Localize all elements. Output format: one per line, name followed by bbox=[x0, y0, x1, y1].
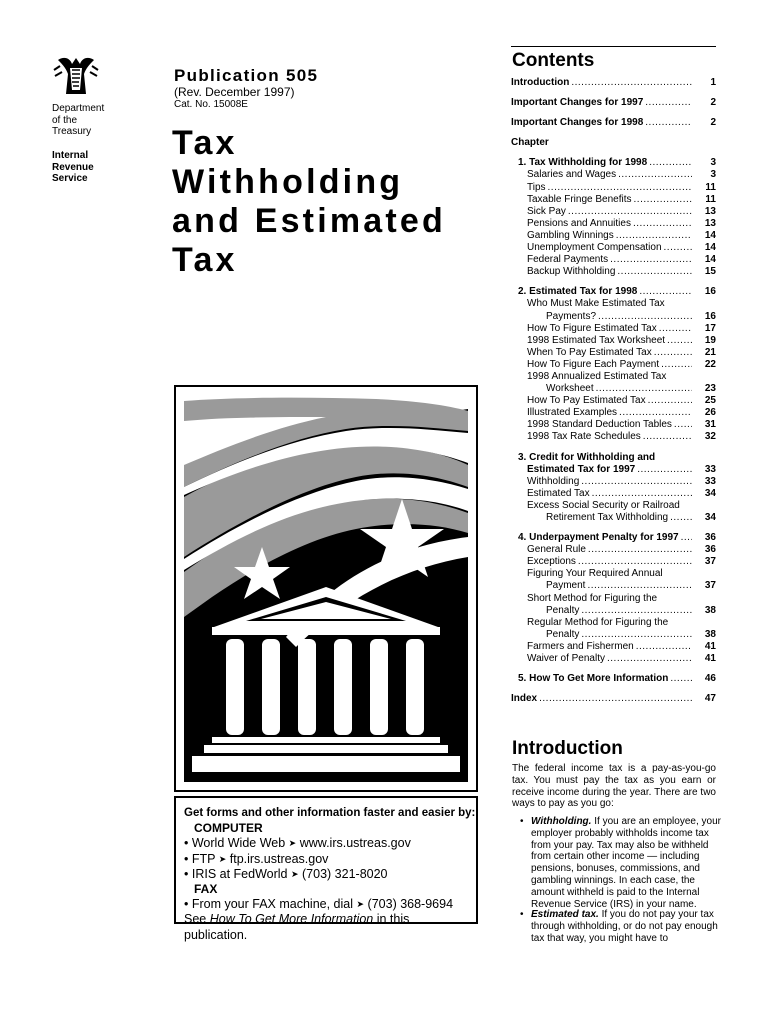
toc-entry[interactable] bbox=[511, 206, 716, 218]
title-line: Tax bbox=[172, 124, 238, 162]
publication-number: Publication 505 bbox=[174, 66, 319, 85]
toc-label: 1998 Tax Rate Schedules bbox=[527, 431, 641, 443]
department-of-treasury-text bbox=[52, 103, 142, 138]
bullet-text: If you are an employee, your employer probably withholds income tax from your pay. Tax may also be withheld from certain other income — including pensions, bonuses, commissions, and gambling winnings. In each case, the amount withheld is paid to the Internal Revenue Service (IRS) in your name. bbox=[531, 816, 721, 910]
toc-entry-line1[interactable] bbox=[511, 371, 716, 383]
toc-page: 22 bbox=[704, 358, 716, 370]
irs-name-text bbox=[52, 150, 142, 185]
arrow-right-icon: ➤ bbox=[218, 853, 227, 864]
ftp-prefix: • FTP bbox=[184, 851, 216, 866]
www-prefix: • World Wide Web bbox=[184, 836, 286, 851]
toc-page: 23 bbox=[704, 383, 716, 395]
toc-chapter-5[interactable] bbox=[511, 673, 716, 685]
toc-page: 16 bbox=[704, 310, 716, 322]
toc-entry[interactable] bbox=[511, 323, 716, 335]
flag-and-building-icon bbox=[176, 387, 476, 790]
toc-page: 46 bbox=[704, 673, 716, 685]
toc-chapter-3[interactable] bbox=[511, 464, 716, 476]
toc-label: Unemployment Compensation bbox=[527, 242, 662, 254]
ftp-link[interactable]: ftp.irs.ustreas.gov bbox=[229, 851, 329, 866]
toc-label: Illustrated Examples bbox=[527, 407, 618, 419]
bullet-lead: Withholding. bbox=[531, 816, 592, 827]
toc-label: 1998 Annualized Estimated Tax bbox=[527, 370, 667, 382]
toc-label: 5. How To Get More Information bbox=[518, 673, 669, 685]
computer-label: COMPUTER bbox=[194, 821, 263, 836]
toc-entry[interactable] bbox=[511, 347, 716, 359]
catalog-number: Cat. No. 15008E bbox=[174, 99, 248, 110]
arrow-right-icon: ➤ bbox=[290, 868, 299, 879]
toc-page: 33 bbox=[704, 463, 716, 475]
toc-entry[interactable] bbox=[511, 383, 716, 395]
toc-entry[interactable] bbox=[511, 653, 716, 665]
toc-label: Gambling Winnings bbox=[527, 229, 614, 241]
toc-page: 37 bbox=[704, 556, 716, 568]
see-link: How To Get More Information bbox=[209, 912, 374, 927]
toc-page: 11 bbox=[705, 193, 716, 205]
iris-line bbox=[184, 867, 476, 882]
toc-entry[interactable] bbox=[511, 230, 716, 242]
toc-label: Short Method for Figuring the bbox=[527, 592, 658, 604]
bullet-estimated-tax bbox=[520, 909, 721, 944]
toc-entry[interactable] bbox=[511, 242, 716, 254]
toc-entry[interactable] bbox=[511, 419, 716, 431]
dept-line: Department bbox=[52, 103, 105, 114]
toc-entry[interactable] bbox=[511, 169, 716, 181]
toc-label: Retirement Tax Withholding bbox=[546, 512, 669, 523]
toc-entry[interactable] bbox=[511, 629, 716, 641]
toc-page: 13 bbox=[704, 205, 716, 217]
toc-entry-line1[interactable] bbox=[511, 500, 716, 512]
toc-page: 25 bbox=[704, 395, 716, 407]
irs-line: Internal bbox=[52, 150, 89, 161]
toc-label: How To Pay Estimated Tax bbox=[527, 395, 646, 407]
introduction-heading: Introduction bbox=[512, 738, 623, 759]
toc-entry-line1[interactable] bbox=[511, 593, 716, 605]
introduction-paragraph: The federal income tax is a pay-as-you-go tax. You must pay the tax as you earn or receive income during the year. There are two ways to pay as you go: bbox=[512, 763, 716, 810]
toc-entry[interactable] bbox=[511, 476, 716, 488]
toc-label: Who Must Make Estimated Tax bbox=[527, 298, 665, 310]
chapter-label-text: Chapter bbox=[511, 137, 549, 149]
toc-page: 21 bbox=[704, 346, 716, 358]
toc-label: General Rule bbox=[527, 544, 586, 556]
toc-entry[interactable] bbox=[511, 266, 716, 278]
toc-label: Pensions and Annuities bbox=[527, 217, 631, 229]
toc-entry[interactable] bbox=[511, 605, 716, 617]
bullet-dot-icon: • bbox=[520, 816, 524, 827]
toc-label: Waiver of Penalty bbox=[527, 653, 605, 665]
see-line bbox=[184, 912, 476, 942]
toc-chapter-1[interactable] bbox=[511, 157, 716, 169]
toc-entry[interactable] bbox=[511, 218, 716, 230]
toc-page: 34 bbox=[704, 512, 716, 523]
fax-number: (703) 368-9694 bbox=[367, 897, 454, 912]
toc-entry[interactable] bbox=[511, 194, 716, 206]
toc-page: 33 bbox=[704, 475, 716, 487]
toc-label: When To Pay Estimated Tax bbox=[527, 346, 652, 358]
toc-index[interactable] bbox=[511, 693, 716, 705]
title-line: and Estimated bbox=[172, 202, 446, 240]
fax-label: FAX bbox=[194, 882, 218, 897]
toc-page: 14 bbox=[704, 229, 716, 241]
www-link[interactable]: www.irs.ustreas.gov bbox=[299, 836, 411, 851]
fax-line bbox=[184, 897, 476, 912]
toc-page: 36 bbox=[704, 532, 716, 544]
toc-label: Federal Payments bbox=[527, 254, 609, 266]
toc-label: Introduction bbox=[511, 77, 570, 88]
ftp-line bbox=[184, 852, 476, 867]
contents-top-rule bbox=[511, 46, 716, 47]
toc-label: 1998 Standard Deduction Tables bbox=[527, 419, 672, 431]
publication-title bbox=[172, 124, 492, 280]
toc-entry[interactable] bbox=[511, 395, 716, 407]
toc-label: Estimated Tax bbox=[527, 487, 590, 499]
toc-label: Worksheet bbox=[546, 383, 594, 395]
see-post: in this publication. bbox=[184, 912, 410, 942]
toc-page: 37 bbox=[704, 580, 716, 592]
bullet-text: If you do not pay your tax through withholding, or do not pay enough tax that way, you might have to bbox=[531, 909, 718, 944]
toc-page: 32 bbox=[704, 431, 716, 443]
toc-entry[interactable] bbox=[511, 97, 716, 109]
toc-page: 14 bbox=[704, 254, 716, 266]
toc-label: Estimated Tax for 1997 bbox=[527, 463, 636, 475]
table-of-contents bbox=[511, 77, 716, 705]
toc-label: 4. Underpayment Penalty for 1997 bbox=[518, 532, 679, 544]
toc-entry-line1[interactable] bbox=[511, 617, 716, 629]
toc-label: 2. Estimated Tax for 1998 bbox=[518, 286, 638, 298]
toc-page: 34 bbox=[704, 487, 716, 499]
toc-page: 19 bbox=[704, 334, 716, 346]
toc-entry[interactable] bbox=[511, 556, 716, 568]
toc-label: Backup Withholding bbox=[527, 266, 616, 278]
toc-page: 2 bbox=[710, 97, 716, 109]
toc-label: How To Figure Estimated Tax bbox=[527, 322, 657, 334]
get-forms-info-box bbox=[174, 796, 478, 942]
toc-entry[interactable] bbox=[511, 117, 716, 129]
toc-entry[interactable] bbox=[511, 182, 716, 194]
see-pre: See bbox=[184, 912, 207, 927]
toc-entry-line1[interactable] bbox=[511, 298, 716, 310]
toc-entry[interactable] bbox=[511, 311, 716, 323]
toc-label: Taxable Fringe Benefits bbox=[527, 193, 632, 205]
toc-label: Sick Pay bbox=[527, 205, 566, 217]
toc-label: Farmers and Fishermen bbox=[527, 640, 634, 652]
toc-label: How To Figure Each Payment bbox=[527, 358, 660, 370]
iris-number: (703) 321-8020 bbox=[302, 866, 388, 881]
toc-label: 3. Credit for Withholding and bbox=[518, 451, 656, 463]
toc-label: Index bbox=[511, 693, 538, 705]
toc-page: 16 bbox=[704, 286, 716, 298]
toc-page: 13 bbox=[704, 217, 716, 229]
toc-entry[interactable] bbox=[511, 254, 716, 266]
toc-entry[interactable] bbox=[511, 77, 716, 89]
toc-label: 1. Tax Withholding for 1998 bbox=[518, 157, 648, 169]
toc-chapter-3-line1[interactable] bbox=[511, 452, 716, 464]
toc-entry[interactable] bbox=[511, 407, 716, 419]
dept-line: Treasury bbox=[52, 126, 92, 137]
toc-label: Regular Method for Figuring the bbox=[527, 616, 669, 628]
toc-page: 1 bbox=[710, 77, 716, 88]
toc-page: 11 bbox=[705, 181, 716, 193]
info-heading: Get forms and other information faster and easier by: bbox=[184, 807, 476, 819]
www-line bbox=[184, 836, 476, 851]
toc-page: 26 bbox=[704, 407, 716, 419]
flag-capitol-illustration bbox=[174, 385, 478, 792]
toc-entry[interactable] bbox=[511, 512, 716, 524]
toc-label: Payment bbox=[546, 580, 586, 592]
title-line: Withholding bbox=[172, 163, 404, 201]
iris-prefix: • IRIS at FedWorld bbox=[184, 866, 288, 881]
toc-label: Figuring Your Required Annual bbox=[527, 568, 663, 580]
toc-page: 15 bbox=[704, 266, 716, 278]
toc-label: Penalty bbox=[546, 628, 580, 640]
toc-chapter-4[interactable] bbox=[511, 532, 716, 544]
toc-page: 3 bbox=[710, 169, 716, 181]
contents-heading: Contents bbox=[512, 50, 595, 71]
bullet-dot-icon: • bbox=[520, 909, 524, 920]
toc-label: Salaries and Wages bbox=[527, 169, 617, 181]
toc-entry[interactable] bbox=[511, 544, 716, 556]
toc-label: Exceptions bbox=[527, 556, 576, 568]
toc-page: 38 bbox=[704, 628, 716, 640]
arrow-right-icon: ➤ bbox=[288, 838, 297, 849]
toc-entry[interactable] bbox=[511, 335, 716, 347]
toc-entry[interactable] bbox=[511, 488, 716, 500]
toc-page: 47 bbox=[704, 693, 716, 705]
irs-eagle-logo-icon bbox=[50, 54, 102, 98]
toc-page: 14 bbox=[704, 242, 716, 254]
toc-label: Payments? bbox=[546, 310, 597, 322]
toc-entry[interactable] bbox=[511, 641, 716, 653]
toc-label: Excess Social Security or Railroad bbox=[527, 499, 680, 511]
toc-entry[interactable] bbox=[511, 359, 716, 371]
toc-label: Withholding bbox=[527, 475, 580, 487]
toc-label: Penalty bbox=[546, 604, 580, 616]
toc-entry[interactable] bbox=[511, 580, 716, 592]
toc-page: 31 bbox=[704, 419, 716, 431]
bullet-withholding bbox=[520, 816, 721, 910]
toc-page: 41 bbox=[704, 653, 716, 665]
toc-label: Tips bbox=[527, 181, 546, 193]
toc-page: 3 bbox=[710, 157, 716, 169]
bullet-lead: Estimated tax. bbox=[531, 909, 599, 920]
title-line: Tax bbox=[172, 241, 238, 279]
irs-line: Revenue bbox=[52, 161, 94, 173]
chapter-label bbox=[511, 137, 716, 149]
irs-line: Service bbox=[52, 173, 88, 184]
arrow-right-icon: ➤ bbox=[356, 899, 365, 910]
toc-entry[interactable] bbox=[511, 431, 716, 443]
toc-chapter-2[interactable] bbox=[511, 286, 716, 298]
toc-page: 2 bbox=[710, 117, 716, 129]
toc-label: 1998 Estimated Tax Worksheet bbox=[527, 334, 666, 346]
dept-line: of the bbox=[52, 114, 78, 126]
fax-prefix: • From your FAX machine, dial bbox=[184, 897, 354, 912]
toc-label: Important Changes for 1998 bbox=[511, 117, 644, 129]
toc-page: 17 bbox=[704, 322, 716, 334]
toc-page: 36 bbox=[704, 544, 716, 556]
toc-page: 41 bbox=[704, 640, 716, 652]
toc-page: 38 bbox=[704, 604, 716, 616]
revision-date: (Rev. December 1997) bbox=[174, 85, 295, 99]
toc-entry-line1[interactable] bbox=[511, 568, 716, 580]
toc-label: Important Changes for 1997 bbox=[511, 97, 644, 109]
